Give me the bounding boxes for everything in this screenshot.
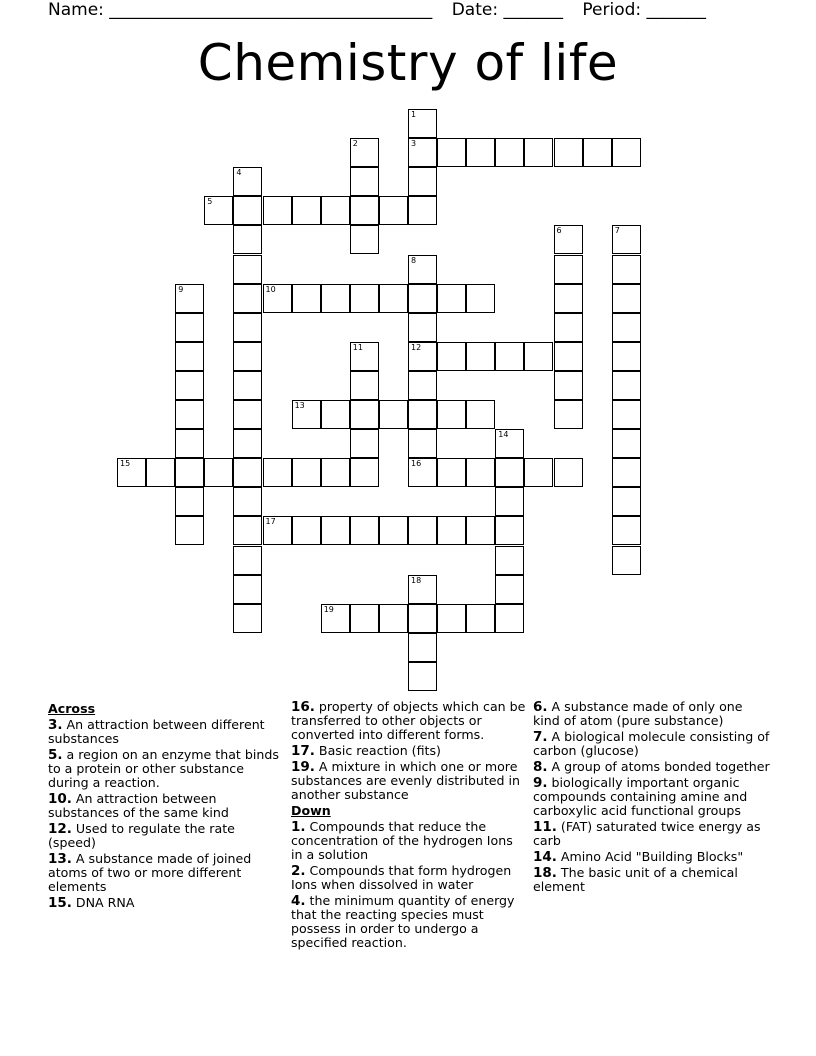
- crossword-cell[interactable]: [292, 196, 321, 225]
- crossword-cell[interactable]: [466, 342, 495, 371]
- crossword-cell[interactable]: [233, 167, 262, 196]
- crossword-cell[interactable]: [583, 138, 612, 167]
- crossword-cell[interactable]: [408, 458, 437, 487]
- crossword-cell[interactable]: [437, 458, 466, 487]
- crossword-cell[interactable]: [321, 458, 350, 487]
- clue-number: 8: [411, 255, 417, 265]
- crossword-cell[interactable]: [495, 546, 524, 575]
- crossword-cell[interactable]: [233, 575, 262, 604]
- crossword-cell[interactable]: [612, 546, 641, 575]
- clue-number: 3: [411, 139, 417, 149]
- crossword-cell[interactable]: [612, 284, 641, 313]
- clue-number: 1: [411, 110, 417, 119]
- crossword-cell[interactable]: [408, 313, 437, 342]
- crossword-cell[interactable]: [233, 516, 262, 545]
- crossword-cell[interactable]: [612, 371, 641, 400]
- crossword-cell[interactable]: [321, 516, 350, 545]
- clue-item: 5. a region on an enzyme that binds to a protein or other substance during a reaction.: [48, 747, 279, 790]
- crossword-cell[interactable]: [408, 167, 437, 196]
- crossword-cell[interactable]: [466, 604, 495, 633]
- clue-item: 15. DNA RNA: [48, 895, 135, 911]
- crossword-cell[interactable]: [408, 284, 437, 313]
- clue-number: 9: [178, 284, 184, 294]
- crossword-cell[interactable]: [554, 458, 583, 487]
- crossword-cell[interactable]: [350, 138, 379, 167]
- crossword-cell[interactable]: [350, 516, 379, 545]
- clue-item: 18. The basic unit of a chemical element: [533, 865, 738, 894]
- crossword-cell[interactable]: [175, 458, 204, 487]
- clue-item: 8. A group of atoms bonded together: [533, 759, 770, 775]
- crossword-cell[interactable]: [350, 400, 379, 429]
- crossword-cell[interactable]: [379, 604, 408, 633]
- clue-number: 12: [411, 342, 422, 352]
- crossword-cell[interactable]: [408, 575, 437, 604]
- crossword-cell[interactable]: [321, 284, 350, 313]
- crossword-cell[interactable]: [350, 429, 379, 458]
- crossword-cell[interactable]: [175, 313, 204, 342]
- crossword-cell[interactable]: [437, 138, 466, 167]
- clue-item: 19. A mixture in which one or more substances are evenly distributed in another substance: [291, 759, 521, 802]
- crossword-cell[interactable]: [233, 371, 262, 400]
- crossword-cell[interactable]: [408, 255, 437, 284]
- crossword-cell[interactable]: [408, 662, 437, 691]
- crossword-cell[interactable]: [263, 458, 292, 487]
- clue-number: 4: [236, 168, 242, 178]
- crossword-cell[interactable]: [117, 458, 146, 487]
- crossword-cell[interactable]: [321, 604, 350, 633]
- crossword-cell[interactable]: [263, 196, 292, 225]
- crossword-cell[interactable]: [612, 138, 641, 167]
- clue-number: 17: [265, 517, 276, 527]
- crossword-cell[interactable]: [495, 342, 524, 371]
- clue-item: 16. property of objects which can be transferred to other objects or converted into different forms.: [291, 699, 526, 742]
- across-heading: Across: [48, 701, 96, 716]
- clue-item: 7. A biological molecule consisting of carbon (glucose): [533, 729, 770, 758]
- name-field[interactable]: Name: ______________________________________: [48, 0, 433, 20]
- clue-item: 4. the minimum quantity of energy that the reacting species must possess in order to undergo a specified reaction.: [291, 893, 515, 950]
- crossword-cell[interactable]: [175, 342, 204, 371]
- clue-number: 14: [498, 430, 509, 440]
- crossword-cell[interactable]: [233, 284, 262, 313]
- crossword-cell[interactable]: [233, 604, 262, 633]
- clue-number: 5: [207, 197, 213, 207]
- clue-number: 2: [352, 139, 358, 149]
- crossword-cell[interactable]: [408, 138, 437, 167]
- period-field[interactable]: Period: _______: [582, 0, 707, 20]
- crossword-cell[interactable]: [437, 516, 466, 545]
- clue-number: 10: [265, 284, 276, 294]
- crossword-cell[interactable]: [408, 371, 437, 400]
- crossword-cell[interactable]: [524, 138, 553, 167]
- crossword-cell[interactable]: [495, 575, 524, 604]
- crossword-cell[interactable]: [554, 400, 583, 429]
- clue-column-3: [533, 700, 773, 896]
- crossword-cell[interactable]: [292, 516, 321, 545]
- crossword-cell[interactable]: [233, 342, 262, 371]
- clue-number: 6: [556, 226, 562, 236]
- clue-item: 9. biologically important organic compounds containing amine and carboxylic acid functional groups: [533, 775, 748, 818]
- crossword-cell[interactable]: [437, 342, 466, 371]
- crossword-cell[interactable]: [175, 400, 204, 429]
- crossword-cell[interactable]: [612, 516, 641, 545]
- clue-number: 13: [294, 401, 305, 410]
- crossword-cell[interactable]: [495, 604, 524, 633]
- crossword-cell[interactable]: [554, 284, 583, 313]
- crossword-cell[interactable]: [408, 633, 437, 662]
- crossword-cell[interactable]: [379, 284, 408, 313]
- crossword-cell[interactable]: [204, 458, 233, 487]
- crossword-cell[interactable]: [466, 400, 495, 429]
- crossword-cell[interactable]: [554, 138, 583, 167]
- crossword-cell[interactable]: [263, 516, 292, 545]
- crossword-cell[interactable]: [146, 458, 175, 487]
- date-field[interactable]: Date: _______: [451, 0, 563, 20]
- crossword-cell[interactable]: [233, 546, 262, 575]
- crossword-cell[interactable]: [233, 225, 262, 254]
- crossword-cell[interactable]: [379, 196, 408, 225]
- crossword-cell[interactable]: [612, 429, 641, 458]
- crossword-cell[interactable]: [554, 342, 583, 371]
- clue-item: 11. (FAT) saturated twice energy as carb: [533, 819, 761, 848]
- crossword-cell[interactable]: [466, 516, 495, 545]
- crossword-cell[interactable]: [408, 342, 437, 371]
- crossword-cell[interactable]: [350, 167, 379, 196]
- clue-item: 14. Amino Acid "Building Blocks": [533, 849, 744, 865]
- crossword-cell[interactable]: [321, 196, 350, 225]
- crossword-cell[interactable]: [233, 400, 262, 429]
- crossword-cell[interactable]: [612, 225, 641, 254]
- clue-item: 1. Compounds that reduce the concentration of the hydrogen Ions in a solution: [291, 819, 513, 862]
- crossword-cell[interactable]: [554, 313, 583, 342]
- crossword-cell[interactable]: [466, 138, 495, 167]
- crossword-cell[interactable]: [495, 429, 524, 458]
- crossword-cell[interactable]: [350, 604, 379, 633]
- crossword-cell[interactable]: [524, 342, 553, 371]
- crossword-cell[interactable]: [350, 225, 379, 254]
- crossword-cell[interactable]: [408, 400, 437, 429]
- clue-number: 7: [614, 226, 620, 236]
- clue-item: 17. Basic reaction (fits): [291, 743, 441, 759]
- crossword-cell[interactable]: [175, 371, 204, 400]
- crossword-cell[interactable]: [350, 371, 379, 400]
- crossword-cell[interactable]: [379, 516, 408, 545]
- crossword-cell[interactable]: [350, 196, 379, 225]
- clue-item: 10. An attraction between substances of the same kind: [48, 791, 229, 820]
- clue-number: 18: [411, 575, 422, 585]
- crossword-cell[interactable]: [379, 400, 408, 429]
- crossword-cell[interactable]: [554, 225, 583, 254]
- clue-column-1: [48, 700, 284, 912]
- clue-item: 12. Used to regulate the rate (speed): [48, 821, 235, 850]
- clue-number: 19: [323, 604, 334, 614]
- clue-number: 15: [120, 459, 131, 469]
- crossword-cell[interactable]: [292, 458, 321, 487]
- crossword-cell[interactable]: [321, 400, 350, 429]
- crossword-cell[interactable]: [495, 138, 524, 167]
- crossword-cell[interactable]: [612, 255, 641, 284]
- crossword-cell[interactable]: [466, 458, 495, 487]
- crossword-cell[interactable]: [612, 342, 641, 371]
- crossword-cell[interactable]: [233, 429, 262, 458]
- crossword-cell[interactable]: [350, 458, 379, 487]
- crossword-cell[interactable]: [408, 516, 437, 545]
- crossword-cell[interactable]: [175, 284, 204, 313]
- crossword-cell[interactable]: [437, 604, 466, 633]
- crossword-cell[interactable]: [524, 458, 553, 487]
- crossword-cell[interactable]: [408, 429, 437, 458]
- crossword-cell[interactable]: [233, 487, 262, 516]
- crossword-cell[interactable]: [554, 255, 583, 284]
- crossword-cell[interactable]: [408, 196, 437, 225]
- crossword-cell[interactable]: [233, 313, 262, 342]
- crossword-cell[interactable]: [408, 604, 437, 633]
- crossword-cell[interactable]: [175, 487, 204, 516]
- page-title: Chemistry of life: [197, 34, 619, 92]
- crossword-cell[interactable]: [612, 313, 641, 342]
- crossword-cell[interactable]: [292, 400, 321, 429]
- clue-item: 13. A substance made of joined atoms of two or more different elements: [48, 851, 252, 894]
- crossword-cell[interactable]: [350, 342, 379, 371]
- crossword-cell[interactable]: [437, 284, 466, 313]
- crossword-cell[interactable]: [175, 429, 204, 458]
- crossword-cell[interactable]: [292, 284, 321, 313]
- crossword-cell[interactable]: [612, 400, 641, 429]
- clue-number: 16: [411, 459, 422, 469]
- clue-number: 11: [352, 342, 363, 352]
- crossword-cell[interactable]: [175, 516, 204, 545]
- crossword-cell[interactable]: [408, 109, 437, 138]
- crossword-cell[interactable]: [233, 255, 262, 284]
- crossword-cell[interactable]: [612, 487, 641, 516]
- crossword-cell[interactable]: [437, 400, 466, 429]
- clue-item: 6. A substance made of only one kind of atom (pure substance): [533, 699, 743, 728]
- crossword-cell[interactable]: [495, 516, 524, 545]
- crossword-cell[interactable]: [233, 458, 262, 487]
- clue-item: 3. An attraction between different substances: [48, 717, 265, 746]
- crossword-cell[interactable]: [263, 284, 292, 313]
- crossword-cell[interactable]: [495, 458, 524, 487]
- down-heading: Down: [291, 803, 331, 818]
- crossword-cell[interactable]: [204, 196, 233, 225]
- clue-item: 2. Compounds that form hydrogen Ions when dissolved in water: [291, 863, 512, 892]
- crossword-cell[interactable]: [612, 458, 641, 487]
- crossword-cell[interactable]: [466, 284, 495, 313]
- clue-column-2: [291, 700, 527, 952]
- crossword-cell[interactable]: [554, 371, 583, 400]
- crossword-cell[interactable]: [495, 487, 524, 516]
- crossword-cell[interactable]: [350, 284, 379, 313]
- crossword-cell[interactable]: [233, 196, 262, 225]
